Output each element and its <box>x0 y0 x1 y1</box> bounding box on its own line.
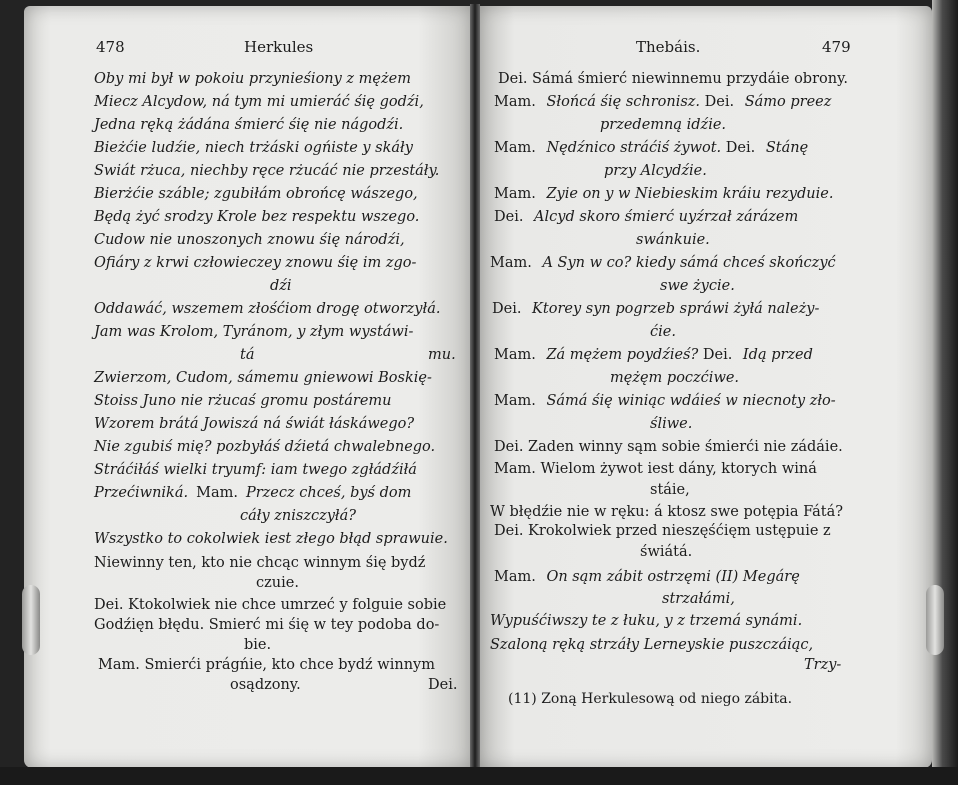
scan-border <box>0 767 958 785</box>
right-text-line: przedemną idźie. <box>600 117 727 133</box>
left-text-line: Stoiss Juno nie rżucaś gromu postáremu <box>94 393 392 409</box>
left-text-line: dźi <box>270 278 292 294</box>
left-text-line: Bieżćie ludźie, niech trżáski ogńiste y skáły <box>94 140 413 156</box>
left-text-line: Mam. Smierći prágńie, kto chce bydź winnym <box>98 657 435 673</box>
left-text-line: Miecz Alcydow, ná tym mi umieráć śię godźi, <box>94 94 424 110</box>
left-text-line: Niewinny ten, kto nie chcąc winnym śię bydź <box>94 555 426 571</box>
right-text-line: strzałámi, <box>662 591 735 607</box>
page-clip-left <box>22 585 40 655</box>
left-text-line: Oby mi był w pokoiu przynieśiony z mężem <box>94 71 411 87</box>
right-text-line: swánkuie. <box>636 232 710 248</box>
right-text-line: Dei. Sámá śmierć niewinnemu przydáie obrony. <box>498 71 848 87</box>
left-text-line: Oddawáć, wszemem złośćiom drogę otworzyłá. <box>94 301 441 317</box>
left-text-line: Swiát rżuca, niechby ręce rżucáć nie przestáły. <box>94 163 440 179</box>
left-text-line: Wszystko to cokolwiek iest złego błąd sprawuie. <box>94 531 448 547</box>
right-text-line: Trzy- <box>804 657 842 673</box>
right-text-line: ćie. <box>650 324 676 340</box>
left-text-line: Bierżćie száble; zgubiłám obrońcę wászego, <box>94 186 418 202</box>
left-text-line: mu. <box>428 347 456 363</box>
right-text-line: swe życie. <box>660 278 735 294</box>
left-text-line: Jedna ręką żádána śmierć śię nie nágodźi. <box>94 117 404 133</box>
right-text-line: Mam. Słońcá śię schronisz. Dei. Sámo preez <box>494 94 832 110</box>
left-text-line: Dei. <box>428 677 458 693</box>
right-text-line: przy Alcydźie. <box>604 163 707 179</box>
left-text-line: bie. <box>244 637 272 653</box>
left-text-line: cáły zniszczyłá? <box>240 508 357 524</box>
right-text-line: świátá. <box>640 544 693 560</box>
left-text-line: czuie. <box>256 575 299 591</box>
right-page-number: 479 <box>822 38 851 56</box>
right-text-line: śliwe. <box>650 416 693 432</box>
left-text-line: Przećiwniká. Mam. Przecz chceś, byś dom <box>94 485 412 501</box>
right-text-line: W błędźie nie w ręku: á ktosz swe potępia Fátá? <box>490 504 844 520</box>
left-text-line: Godźięn błędu. Smierć mi śię w tey podoba do- <box>94 617 440 633</box>
left-running-head: Herkules <box>244 38 314 56</box>
left-text-line: Będą żyć srodzy Krole bez respektu wszego. <box>94 209 420 225</box>
right-running-head: Thebáis. <box>636 38 701 56</box>
right-text-line: Mam. Wielom żywot iest dány, ktorych winá <box>494 461 817 477</box>
left-text-line: Cudow nie unoszonych znowu śię národźi, <box>94 232 405 248</box>
left-text-line: Wzorem brátá Jowiszá ná świát łáskáwego? <box>94 416 415 432</box>
right-text-line: Mam. Sámá śię winiąc wdáieś w niecnoty zło- <box>494 393 836 409</box>
right-text-line: mężęm poczćiwe. <box>610 370 740 386</box>
book-gutter <box>470 4 480 772</box>
right-text-line: Dei. Alcyd skoro śmierć uyźrzał zárázem <box>494 209 799 225</box>
right-text-line: Mam. On sąm zábit ostrzęmi (II) Megárę <box>494 569 800 585</box>
right-text-line: Mam. A Syn w co? kiedy sámá chceś skończyć <box>490 255 836 271</box>
book-edge <box>932 0 958 785</box>
footnote: (11) Zoną Herkulesową od niego zábita. <box>508 691 793 707</box>
page-clip-right <box>926 585 944 655</box>
right-text-line: Mam. Zyie on y w Niebieskim kráiu rezyduie. <box>494 186 834 202</box>
left-text-line: Jam was Krolom, Tyránom, y złym wystáwi- <box>94 324 414 340</box>
right-text-line: Dei. Zaden winny sąm sobie śmierći nie zádáie. <box>494 439 843 455</box>
left-text-line: Nie zgubiś mię? pozbyłáś dźietá chwalebnego. <box>94 439 436 455</box>
right-text-line: Dei. Krokolwiek przed nieszęśćięm ustępuie z <box>494 523 831 539</box>
left-text-line: Dei. Ktokolwiek nie chce umrzeć y folguie sobie <box>94 597 447 613</box>
left-text-line: Ofiáry z krwi człowieczey znowu śię im zgo- <box>94 255 417 271</box>
right-text-line: Wypuśćiwszy te z łuku, y z trzemá synámi. <box>490 613 803 629</box>
left-text-line: tá <box>240 347 255 363</box>
left-text-line: Stráćiłáś wielki tryumf: iam twego zgłádźiłá <box>94 462 417 478</box>
right-text-line: Mam. Zá mężem poydźieś? Dei. Idą przed <box>494 347 813 363</box>
left-page-number: 478 <box>96 38 125 56</box>
right-text-line: Szaloną ręką strzáły Lerneyskie puszczáiąc, <box>490 637 814 653</box>
left-text-line: osądzony. <box>230 677 301 693</box>
left-text-line: Zwierzom, Cudom, sámemu gniewowi Boskię- <box>94 370 432 386</box>
right-text-line: Mam. Nędźnico stráćiś żywot. Dei. Stánę <box>494 140 809 156</box>
right-text-line: stáie, <box>650 482 690 498</box>
right-text-line: Dei. Ktorey syn pogrzeb spráwi żyłá należy- <box>492 301 820 317</box>
